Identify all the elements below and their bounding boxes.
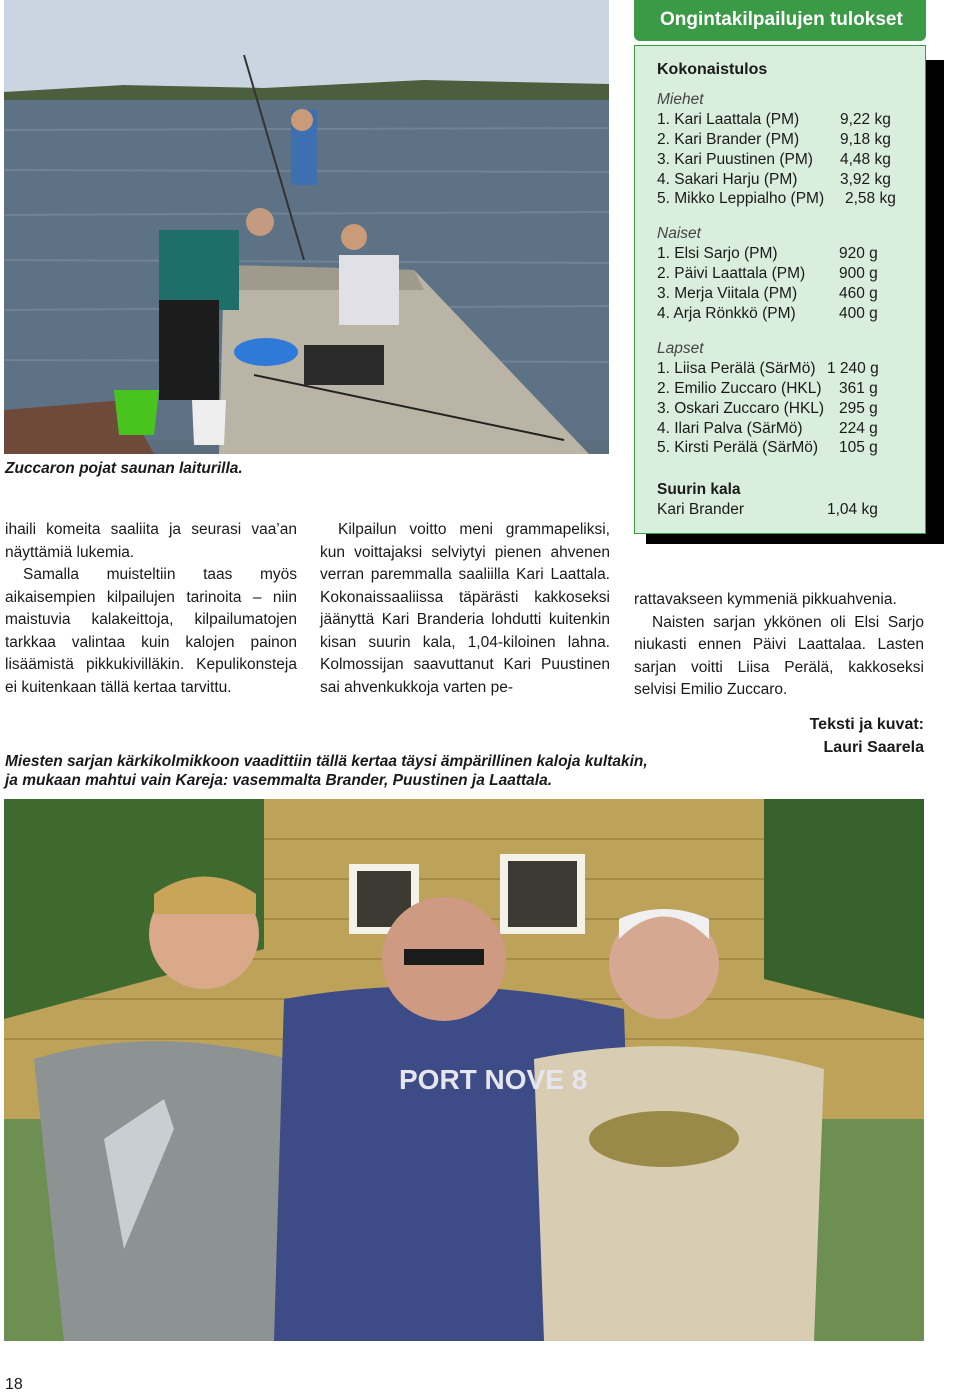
result-row: 4. Ilari Palva (SärMö) 224 g: [657, 419, 878, 437]
overall-heading: Kokonaistulos: [657, 61, 768, 78]
winners-photo: [4, 799, 924, 1341]
men-results: [657, 90, 925, 209]
body-paragraph: ihaili komeita saaliita ja seurasi vaa’an näyttämiä lukemia.: [5, 521, 297, 561]
women-results: [657, 224, 925, 324]
results-sidebar: [634, 0, 956, 545]
top-photo-caption: Zuccaron pojat saunan laiturilla.: [5, 460, 243, 477]
caption-line: ja mukaan mahtui vain Kareja: vasemmalta Brander, Puustinen ja Laattala.: [5, 772, 553, 789]
shirt-print: PORT NOVE 8: [399, 1064, 588, 1095]
credit-author: Lauri Saarela: [823, 739, 924, 756]
results-header: Ongintakilpailujen tulokset: [634, 0, 926, 41]
result-row: 3. Oskari Zuccaro (HKL) 295 g: [657, 399, 878, 417]
body-paragraph: Kilpailun voitto meni grammapeliksi, kun voittajaksi selviytyi pienen ahvenen verran paremmalla saaliilla Kari Laattala. Kokonaissaaliissa täpärästi kakkoseksi jäänyttä Kari Branderia lohdutti kuitenkin kisan suurin kala, 1,04-kiloinen lahna. Kolmossijan saavuttanut Kari Puustinen sai ahvenkukkoja varten pe-: [320, 521, 610, 696]
biggest-fish-label: Suurin kala: [657, 481, 741, 499]
result-row: 3. Merja Viitala (PM) 460 g: [657, 285, 878, 303]
body-paragraph: Samalla muisteltiin taas myös aikaisempien kilpailujen tarinoita – niin maistuvia kalakeittoja, kilpailumatojen tarkkaa valintaa kuin kalojen painon lisäämistä pikkukivilläkin. Kepulikonsteja ei kuitenkaan tällä kertaa tarvittu.: [5, 566, 297, 696]
biggest-fish: [657, 480, 925, 520]
results-box: [634, 45, 926, 534]
body-column-3: [634, 589, 924, 702]
caption-line: Miesten sarjan kärkikolmikkoon vaadittiin tällä kertaa täysi ämpärillinen kaloja kultakin,: [5, 753, 648, 770]
men-label: Miehet: [657, 90, 704, 108]
biggest-fish-row: Kari Brander 1,04 kg: [657, 501, 878, 519]
body-paragraph: Naisten sarjan ykkönen oli Elsi Sarjo niukasti ennen Päivi Laattalaa. Lasten sarjan voitti Liisa Perälä, kakkoseksi selvisi Emilio Zuccaro.: [634, 613, 924, 698]
body-paragraph: rattavakseen kymmeniä pikkuahvenia.: [634, 591, 897, 608]
fishing-pier-photo: [4, 0, 609, 454]
result-row: 1. Elsi Sarjo (PM) 920 g: [657, 245, 878, 263]
page-number: 18: [5, 1376, 23, 1393]
result-row: 1. Kari Laattala (PM) 9,22 kg: [657, 110, 891, 128]
credit-label: Teksti ja kuvat:: [809, 716, 924, 733]
result-row: 1. Liisa Perälä (SärMö) 1 240 g: [657, 359, 879, 377]
result-row: 4. Sakari Harju (PM) 3,92 kg: [657, 170, 891, 188]
result-row: 5. Mikko Leppialho (PM) 2,58 kg: [657, 190, 896, 208]
bottom-photo-caption: [5, 752, 705, 790]
body-column-2: [320, 519, 610, 699]
result-row: 2. Kari Brander (PM) 9,18 kg: [657, 130, 891, 148]
body-column-1: [5, 519, 297, 699]
result-row: 3. Kari Puustinen (PM) 4,48 kg: [657, 150, 891, 168]
result-row: 2. Päivi Laattala (PM) 900 g: [657, 265, 878, 283]
article-credit: [810, 713, 924, 759]
result-row: 2. Emilio Zuccaro (HKL) 361 g: [657, 379, 878, 397]
result-row: 5. Kirsti Perälä (SärMö) 105 g: [657, 439, 878, 457]
children-results: [657, 339, 925, 458]
result-row: 4. Arja Rönkkö (PM) 400 g: [657, 304, 878, 322]
women-label: Naiset: [657, 225, 701, 243]
children-label: Lapset: [657, 339, 704, 357]
